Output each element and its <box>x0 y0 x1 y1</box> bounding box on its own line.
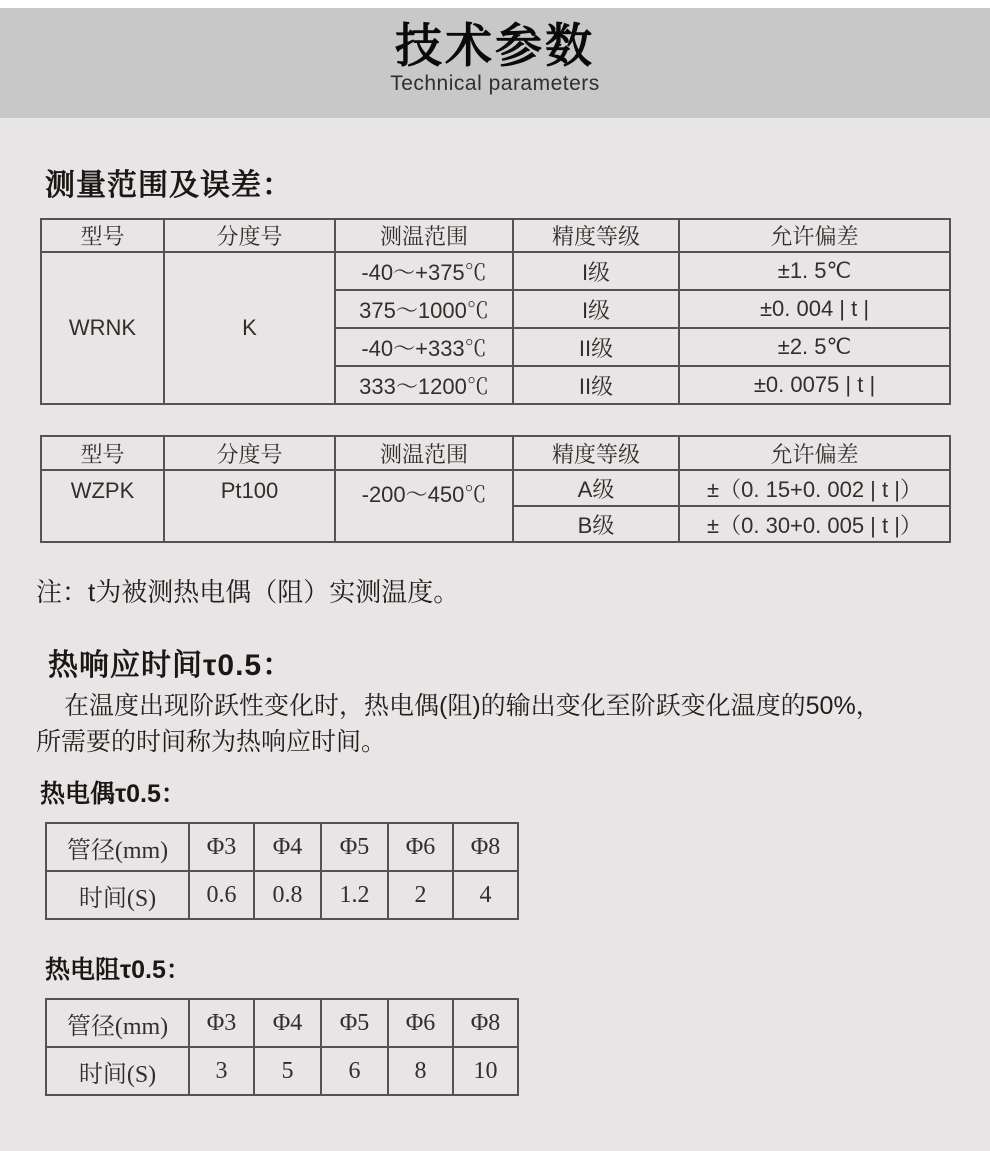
table-measurement-wzpk <box>40 435 951 543</box>
cell-time: 1.2 <box>321 871 388 919</box>
top-white-strip <box>0 0 990 8</box>
table-row-time <box>46 871 518 919</box>
table-measurement-wrnk <box>40 218 951 405</box>
cell-time: 8 <box>388 1047 453 1095</box>
cell-diameter: Φ8 <box>453 823 518 871</box>
table-row-diameter <box>46 999 518 1047</box>
cell-model: WRNK <box>41 252 164 404</box>
cell-diameter: Φ3 <box>189 999 254 1047</box>
cell-diameter: Φ5 <box>321 999 388 1047</box>
cell-time-label: 时间(S) <box>46 1047 189 1095</box>
cell-grade: II级 <box>513 366 679 404</box>
cell-graduation: K <box>164 252 335 404</box>
cell-diameter: Φ6 <box>388 999 453 1047</box>
col-header-range: 测温范围 <box>335 219 513 252</box>
table-thermocouple-response <box>45 822 519 920</box>
col-header-graduation: 分度号 <box>164 219 335 252</box>
table-row-diameter <box>46 823 518 871</box>
cell-deviation: ±（0. 30+0. 005 | t |） <box>679 506 950 542</box>
cell-time: 4 <box>453 871 518 919</box>
page-title: 技术参数 <box>395 19 595 72</box>
col-header-grade: 精度等级 <box>513 436 679 470</box>
table-header-row <box>41 436 950 470</box>
cell-deviation: ±0. 004 | t | <box>679 290 950 328</box>
cell-time: 5 <box>254 1047 321 1095</box>
cell-model: WZPK <box>41 470 164 542</box>
cell-time: 6 <box>321 1047 388 1095</box>
cell-range: -200～450℃ <box>335 470 513 542</box>
cell-grade: II级 <box>513 328 679 366</box>
description-line-2: 所需要的时间称为热响应时间。 <box>36 728 387 756</box>
cell-diameter: Φ4 <box>254 823 321 871</box>
col-header-model: 型号 <box>41 436 164 470</box>
cell-time: 0.8 <box>254 871 321 919</box>
table-rtd-response <box>45 998 519 1096</box>
col-header-model: 型号 <box>41 219 164 252</box>
description-line-1: 在温度出现阶跃性变化时，热电偶(阻)的输出变化至阶跃变化温度的50%， <box>64 692 881 720</box>
col-header-range: 测温范围 <box>335 436 513 470</box>
col-header-deviation: 允许偏差 <box>679 436 950 470</box>
cell-range: -40～+333℃ <box>335 328 513 366</box>
cell-diameter: Φ8 <box>453 999 518 1047</box>
cell-grade: A级 <box>513 470 679 506</box>
col-header-deviation: 允许偏差 <box>679 219 950 252</box>
cell-grade: B级 <box>513 506 679 542</box>
cell-diameter-label: 管径(mm) <box>46 999 189 1047</box>
cell-range: 333～1200℃ <box>335 366 513 404</box>
cell-time: 2 <box>388 871 453 919</box>
header-band <box>0 8 990 118</box>
subheading-rtd: 热电阻τ0.5： <box>45 956 191 984</box>
subheading-thermocouple: 热电偶τ0.5： <box>40 780 186 808</box>
col-header-grade: 精度等级 <box>513 219 679 252</box>
cell-time-label: 时间(S) <box>46 871 189 919</box>
cell-graduation: Pt100 <box>164 470 335 542</box>
cell-diameter-label: 管径(mm) <box>46 823 189 871</box>
cell-time: 10 <box>453 1047 518 1095</box>
section-heading-response-time: 热响应时间τ0.5： <box>48 649 294 682</box>
cell-grade: I级 <box>513 252 679 290</box>
col-header-graduation: 分度号 <box>164 436 335 470</box>
cell-range: -40～+375℃ <box>335 252 513 290</box>
cell-diameter: Φ5 <box>321 823 388 871</box>
cell-range: 375～1000℃ <box>335 290 513 328</box>
cell-deviation: ±2. 5℃ <box>679 328 950 366</box>
table-row <box>41 470 950 506</box>
table-row <box>41 252 950 290</box>
cell-diameter: Φ4 <box>254 999 321 1047</box>
table-row-time <box>46 1047 518 1095</box>
page-subtitle: Technical parameters <box>390 72 600 95</box>
cell-diameter: Φ6 <box>388 823 453 871</box>
note-text: 注：t为被测热电偶（阻）实测温度。 <box>36 577 460 607</box>
section-heading-measurement: 测量范围及误差： <box>45 169 293 202</box>
cell-deviation: ±（0. 15+0. 002 | t |） <box>679 470 950 506</box>
cell-time: 3 <box>189 1047 254 1095</box>
response-time-description <box>36 688 960 760</box>
cell-diameter: Φ3 <box>189 823 254 871</box>
table-header-row <box>41 219 950 252</box>
cell-time: 0.6 <box>189 871 254 919</box>
cell-deviation: ±0. 0075 | t | <box>679 366 950 404</box>
cell-grade: I级 <box>513 290 679 328</box>
cell-deviation: ±1. 5℃ <box>679 252 950 290</box>
